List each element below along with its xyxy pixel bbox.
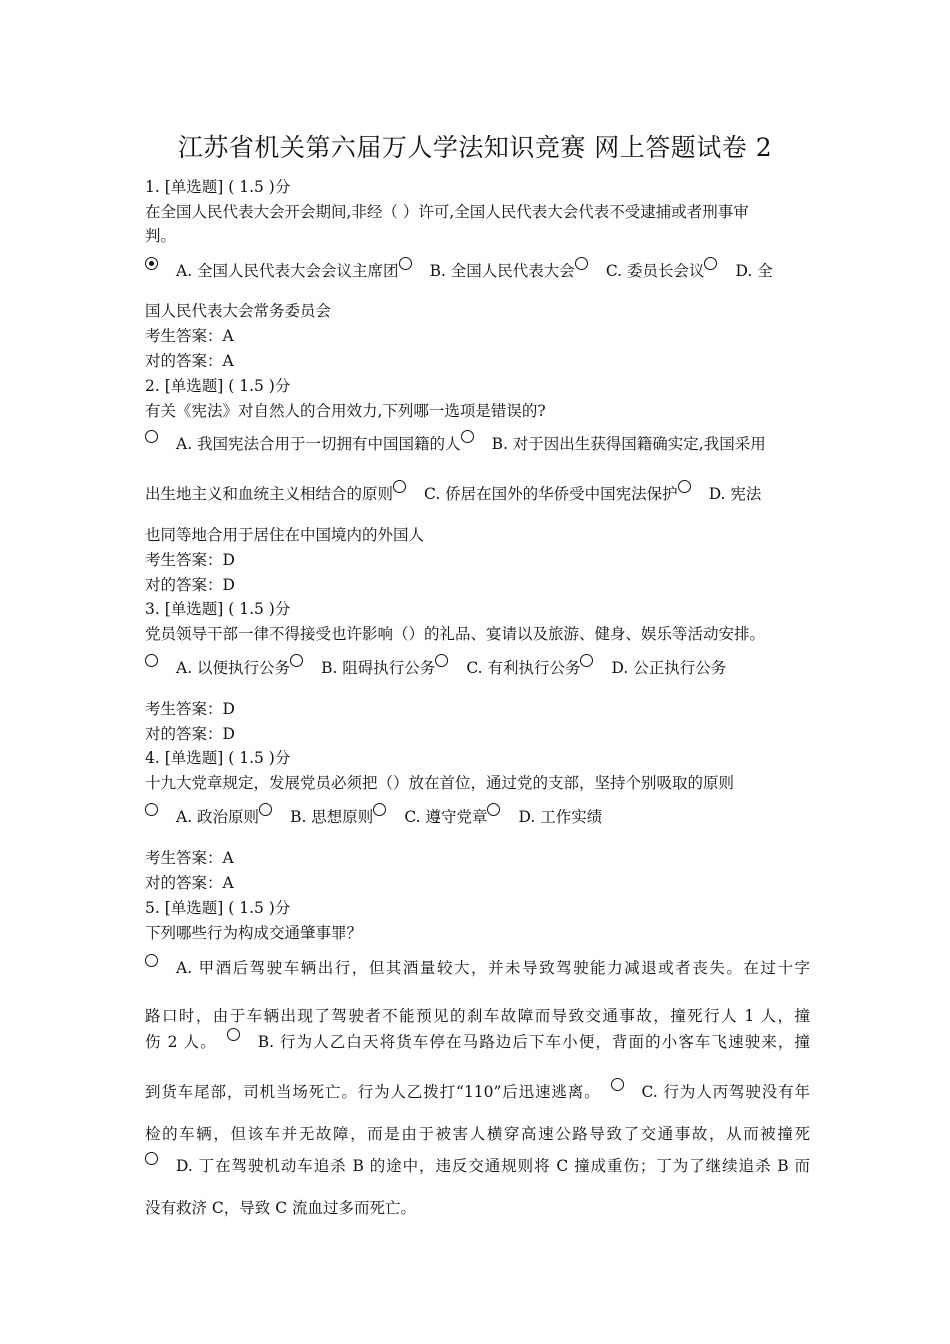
option-2d-label: D. 宪法 [708,485,762,503]
correct-answer-value: D [222,576,235,594]
option-2b-continued: 出生地主义和血统主义相结合的原则 [145,485,394,503]
student-answer-value: A [222,849,234,867]
option-3a-label: A. 以便执行公务 [176,659,291,677]
radio-3d[interactable] [580,654,593,667]
question-3-options [145,654,810,680]
radio-4d[interactable] [487,803,500,816]
option-5a-end: 伤 2 人。 [145,1033,217,1051]
question-3-stem: 党员领导干部一律不得接受也许影响（）的礼品、宴请以及旅游、健身、娱乐等活动安排。 [145,625,766,643]
question-1-options [145,257,810,283]
question-5-line-6 [145,1152,810,1178]
radio-3c[interactable] [435,654,448,667]
question-2-stem: 有关《宪法》对自然人的合用效力,下列哪一选项是错误的? [145,402,546,420]
correct-answer-label: 对的答案： [145,576,223,594]
question-3-header: 3. [单选题] ( 1.5 )分 [145,600,291,618]
correct-answer-value: A [222,874,234,892]
option-5d-continued: 没有救济 C，导致 C 流血过多而死亡。 [145,1199,417,1217]
option-3d-label: D. 公正执行公务 [611,659,727,677]
option-5b-continued: 到货车尾部，司机当场死亡。行为人乙拨打“110”后迅速逃离。 [145,1083,601,1101]
question-1-student-answer [145,324,810,348]
question-2-correct-answer [145,573,810,597]
option-3b-label: B. 阻碍执行公务 [321,659,436,677]
question-1-stem-line-2: 判。 [145,227,177,245]
question-3-student-answer [145,697,810,721]
student-answer-label: 考生答案： [145,551,223,569]
radio-1d[interactable] [704,257,717,270]
question-2-options-line-1 [145,430,810,456]
question-2-student-answer [145,548,810,572]
question-5-line-4 [145,1078,810,1104]
option-5b-label: B. 行为人乙白天将货车停在马路边后下车小便，背面的小客车飞速驶来，撞 [257,1033,811,1051]
radio-1b[interactable] [399,257,412,270]
question-4-student-answer [145,846,810,870]
question-4-correct-answer [145,871,810,895]
correct-answer-label: 对的答案： [145,874,223,892]
radio-5d[interactable] [145,1152,158,1165]
radio-2a[interactable] [145,430,158,443]
question-2-header: 2. [单选题] ( 1.5 )分 [145,377,291,395]
question-2-options-line-2 [145,480,810,506]
radio-3a[interactable] [145,654,158,667]
student-answer-label: 考生答案： [145,849,223,867]
question-5-line-1 [145,954,810,980]
correct-answer-value: A [222,352,234,370]
option-4a-label: A. 政治原则 [176,808,260,826]
option-5a-continued: 路口时，由于车辆出现了驾驶者不能预见的刹车故障而导致交通事故，撞死行人 1 人，撞 [145,1007,810,1025]
option-4b-label: B. 思想原则 [290,808,374,826]
option-2a-label: A. 我国宪法合用于一切拥有中国国籍的人 [176,435,461,453]
option-4c-label: C. 遵守党章 [404,808,488,826]
question-4-stem: 十九大党章规定，发展党员必须把（）放在首位，通过党的支部，坚持个别吸取的原则 [145,774,735,792]
radio-3b[interactable] [290,654,303,667]
question-1-header: 1. [单选题] ( 1.5 )分 [145,178,291,196]
radio-4c[interactable] [373,803,386,816]
question-1-correct-answer [145,349,810,373]
correct-answer-label: 对的答案： [145,352,223,370]
option-1a-label: A. 全国人民代表大会会议主席团 [176,262,399,280]
option-2b-label: B. 对于因出生获得国籍确实定,我国采用 [491,435,766,453]
option-1d-label: D. 全 [735,262,773,280]
radio-5c[interactable] [611,1078,624,1091]
student-answer-label: 考生答案： [145,327,223,345]
question-1-stem-line-1: 在全国人民代表大会开会期间,非经（ ）许可,全国人民代表大会代表不受逮捕或者刑事审 [145,203,749,221]
correct-answer-value: D [222,725,235,743]
student-answer-value: D [222,551,235,569]
question-5-stem: 下列哪些行为构成交通肇事罪？ [145,924,363,942]
radio-2c[interactable] [393,480,406,493]
option-2c-label: C. 侨居在国外的华侨受中国宪法保护 [424,485,678,503]
page-title: 江苏省机关第六届万人学法知识竞赛 网上答题试卷 2 [177,133,773,162]
option-4d-label: D. 工作实绩 [518,808,603,826]
radio-1c[interactable] [575,257,588,270]
option-2d-continued: 也同等地合用于居住在中国境内的外国人 [145,526,425,544]
option-3c-label: C. 有利执行公务 [466,659,581,677]
radio-1a[interactable] [145,257,158,270]
radio-5a[interactable] [145,954,158,967]
radio-4b[interactable] [259,803,272,816]
student-answer-value: A [222,327,234,345]
option-1c-label: C. 委员长会议 [605,262,705,280]
student-answer-label: 考生答案： [145,700,223,718]
question-3-correct-answer [145,722,810,746]
question-4-header: 4. [单选题] ( 1.5 )分 [145,749,291,767]
question-5-line-3 [145,1028,810,1054]
option-5c-continued: 检的车辆，但该车并无故障，而是由于被害人横穿高速公路导致了交通事故，从而被撞死 [145,1125,810,1143]
option-1b-label: B. 全国人民代表大会 [429,262,575,280]
radio-4a[interactable] [145,803,158,816]
question-4-options [145,803,810,829]
option-1d-continued: 国人民代表大会常务委员会 [145,302,332,320]
option-5a-label: A. 甲酒后驾驶车辆出行，但其酒量较大，并未导致驾驶能力减退或者丧失。在过十字 [176,959,810,977]
correct-answer-label: 对的答案： [145,725,223,743]
student-answer-value: D [222,700,235,718]
radio-2d[interactable] [678,480,691,493]
question-5-header: 5. [单选题] ( 1.5 )分 [145,899,291,917]
radio-2b[interactable] [461,430,474,443]
option-5d-label: D. 丁在驾驶机动车追杀 B 的途中，违反交通规则将 C 撞成重伤；丁为了继续追杀 B 而 [176,1157,810,1175]
radio-5b[interactable] [227,1028,240,1041]
option-5c-label: C. 行为人丙驾驶没有年 [641,1083,810,1101]
